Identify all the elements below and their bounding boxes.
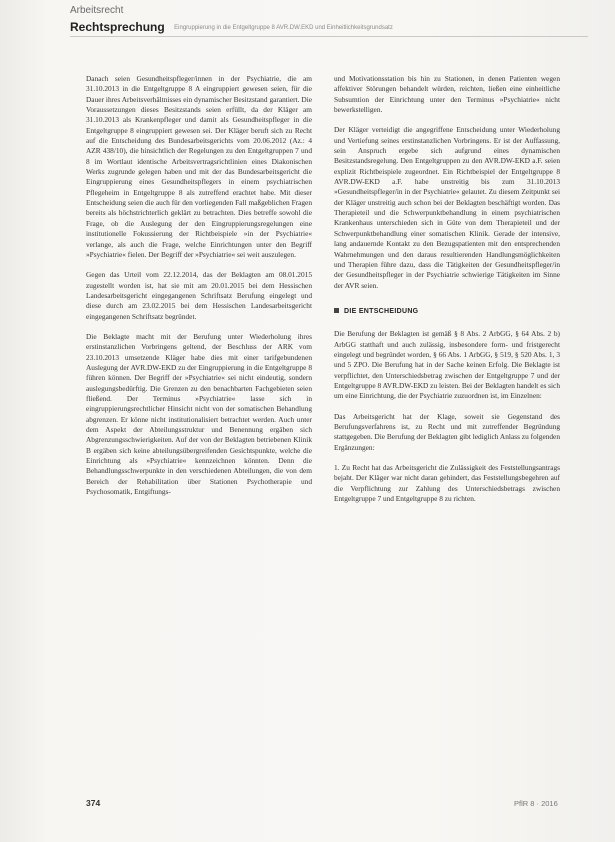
paragraph: Der Kläger verteidigt die angegriffene Entscheidung unter Wiederholung und Vertiefung seines erstinstanzlichen Vorbringens. Er ist der Auffassung, sein Anspruch ergebe sich aufgrund eines dynamischen Besitzstandsregelung. Den Entgeltgruppen zu den AVR.DW-EKD a.F. seien explizit Richtbeispiele zugeordnet. Ein Richtbeispiel der Entgeltgruppe 8 AVR.DW-EKD a.F. habe unstreitig bis zum 31.10.2013 »Gesundheitspfleger/in in der Psychiatrie« gelautet. Zu diesem Zeitpunkt sei der Kläger unstreitig auch schon bei der Beklagten beschäftigt worden. Das Therapieteil und die Schwerpunktbehandlung in einem psychiatrischen Krankenhaus unterschieden sich in Güte von dem Therapieteil und der Schwerpunktbehandlung einer somatischen Klinik. Gerade der intensive, lang andauernde Kontakt zu den Bezugspatienten mit den entsprechenden Wahrnehmungen und den daraus resultierenden Handlungsmöglichkeiten und Therapien führe dazu, dass die Tätigkeiten der Gesundheitspfleger/in der Gesundheitspfleger in der Psychiatrie schwierige Tätigkeiten im Sinne der AVR seien. — [334, 125, 560, 290]
section-heading — [334, 307, 560, 317]
section-heading-text: DIE ENTSCHEIDUNG — [344, 307, 419, 315]
paragraph: Gegen das Urteil vom 22.12.2014, das der Beklagten am 08.01.2015 zugestellt worden ist, hat sie mit am 20.01.2015 bei dem Hessischen Landesarbeitsgericht eingegangenen Schriftsatz Berufung eingelegt und diese durch am 23.02.2015 bei dem Hessischen Landesarbeitsgericht eingegangenen Schriftsatz begründet. — [86, 270, 312, 321]
paragraph: Das Arbeitsgericht hat der Klage, soweit sie Gegenstand des Berufungsverfahrens ist, zu Recht und mit zutreffender Begründung stattgegeben. Die Berufung der Beklagten gibt lediglich Anlass zu folgenden Ergänzungen: — [334, 411, 560, 452]
paragraph: Danach seien Gesundheitspfleger/innen in der Psychiatrie, die am 31.10.2013 in die Entgeltgruppe 8 A eingruppiert gewesen seien, für die Dauer ihres Arbeitsverhältnisses ein dynamischer Besitzstand garantiert. Die Voraussetzungen dieses Besitzstands seien erfüllt, da der Kläger am 31.10.2013 als Krankenpfleger und damit als Gesundheitspfleger in die Entgeltgruppe 8 eingruppiert gewesen sei. Der Kläger beruft sich zu Recht auf die Entscheidung des Bundesarbeitsgerichts vom 20.06.2012 (Az.: 4 AZR 438/10), die hinsichtlich der Regelungen zu den Entgeltgruppen 7 und 8 im Wortlaut identische Arbeitsvertragsrichtlinien eines Diakonischen Werks zugrunde gelegen haben und mit der das Bundesarbeitsgericht die Eingruppierung eines Gesundheitspflegers in einem psychiatrischen Pflegeheim in Entgeltgruppe 8 als zutreffend erachtet habe. Mit dieser Entscheidung seien die auch für den vorliegenden Fall maßgeblichen Fragen bereits als höchstrichterlich geklärt zu betrachten. Dies betreffe sowohl die Frage, ob die Auslegung der den Eingruppierungsregelungen eine institutionelle Fokussierung der Richtbeispiele »in der Psychiatrie« verlange, als auch die Frage, welche Einrichtungen unter den Begriff »Psychiatrie« fielen. Der Begriff der »Psychiatrie« sei weit auszulegen. — [86, 74, 312, 259]
header-subtitle: Eingruppierung in die Entgeltgruppe 8 AVR.DW.EKD und Einheitlichkeitsgrundsatz — [174, 25, 393, 31]
paragraph: Die Berufung der Beklagten ist gemäß § 8 Abs. 2 ArbGG, § 64 Abs. 2 b) ArbGG statthaft und auch zulässig, insbesondere form- und fristgerecht eingelegt und begründet worden, § 66 Abs. 1 ArbGG, § 519, § 520 Abs. 1, 3 und 5 ZPO. Die Berufung hat in der Sache keinen Erfolg. Die Beklagte ist verpflichtet, den Unterschiedsbetrag zwischen der Entgeltgruppe 7 und der Entgeltgruppe 8 AVR.DW-EKD zu leisten. Bei der Beklagten handelt es sich um eine Einrichtung, die der Psychiatrie zuzuordnen ist, im Einzelnen: — [334, 329, 560, 401]
running-header — [70, 18, 590, 34]
paragraph: 1. Zu Recht hat das Arbeitsgericht die Zulässigkeit des Feststellungsantrags bejaht. Der Kläger war nicht daran gehindert, das Feststellungsbegehren auf die Verpflichtung zur Zahlung des Unterschiedsbetrags zwischen Entgeltgruppe 7 und Entgeltgruppe 8 zu richten. — [334, 463, 560, 504]
page-number: 374 — [86, 798, 101, 808]
right-column — [334, 74, 560, 514]
header-rule — [70, 36, 588, 37]
left-column — [86, 74, 312, 507]
paragraph: Die Beklagte macht mit der Berufung unter Wiederholung ihres erstinstanzlichen Vorbringens geltend, der Beschluss der ARK vom 23.10.2013 umsetzende Kläger habe dies mit einer tarifgebundenen Auslegung der AVR.DW-EKD zu der Eingruppierung in die Entgeltgruppe 8 führen können. Der Begriff der »Psychiatrie« sei nicht eindeutig, sondern auslegungsbedürftig. Die Grenzen zu den benachbarten Fachgebieten seien fließend. Der Terminus »Psychiatrie« lasse sich in eingruppierungsrechtlicher Hinsicht nicht von der somatischen Behandlung abgrenzen. Er könne nicht institutionalisiert betrachtet werden. Auch unter dem Aspekt der Abteilungsstruktur und Benennung ergäben sich Abgrenzungsschwierigkeiten. Auf der von der Beklagten betriebenen Klinik B ergäben sich keine abteilungsübergreifenden Gesichtspunkte, welche die Einrichtung als »Psychiatrie« kennzeichnen könnten. Denn die Behandlungsschwerpunkte in den verschiedenen Abteilungen, die von dem Bereich der Rehabilitation über Stationen Psychotherapie und Psychosomatik, Entgiftungs- — [86, 331, 312, 497]
section-label: Arbeitsrecht — [70, 5, 124, 16]
heading-bullet — [334, 308, 339, 313]
paragraph: und Motivationsstation bis hin zu Stationen, in denen Patienten wegen affektiver Störungen behandelt würden, reichten, ließen eine einheitliche Subsumtion der Einrichtung unter den Terminus »Psychiatrie« nicht bewerkstelligen. — [334, 74, 560, 115]
header-title: Rechtsprechung — [70, 20, 165, 34]
issue-label: PflR 8 · 2016 — [514, 799, 558, 808]
